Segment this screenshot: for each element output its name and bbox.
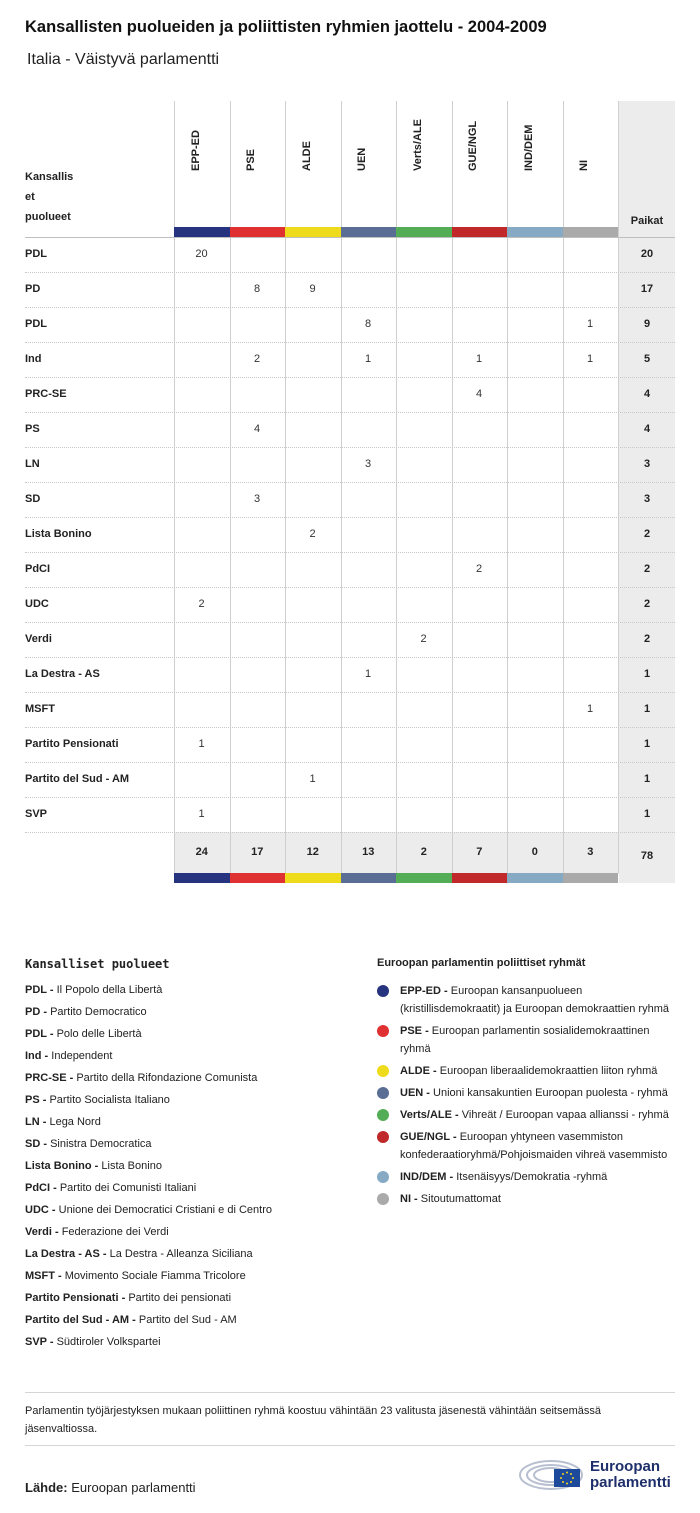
group-abbreviation: ALDE - xyxy=(400,1065,437,1077)
party-full-name: Lega Nord xyxy=(49,1116,101,1128)
party-row-label: Partito del Sud - AM xyxy=(25,773,130,785)
political-group-legend-item xyxy=(377,1106,677,1124)
party-row-label: SVP xyxy=(25,808,48,820)
row-divider xyxy=(25,412,675,413)
group-full-name: Euroopan liberaalidemokraattien liiton ryhmä xyxy=(439,1065,658,1077)
row-divider xyxy=(25,447,675,448)
party-abbreviation: PRC-SE - xyxy=(25,1072,74,1084)
group-color-swatch xyxy=(341,227,397,237)
party-row-label: Ind xyxy=(25,353,42,365)
party-full-name: Partito dei Comunisti Italiani xyxy=(59,1182,197,1194)
party-row-label: Partito Pensionati xyxy=(25,738,119,750)
party-abbreviation: PDL - xyxy=(25,984,54,996)
group-color-swatch xyxy=(396,227,452,237)
group-header-label: PSE xyxy=(245,148,257,171)
national-party-legend-item xyxy=(25,1136,365,1158)
national-party-legend-item xyxy=(25,1048,365,1070)
group-full-name: Sitoutumattomat xyxy=(420,1193,501,1205)
group-header xyxy=(230,101,285,227)
row-divider xyxy=(25,342,675,343)
seat-count-cell: 1 xyxy=(586,703,594,715)
seat-count-cell: 2 xyxy=(309,528,316,540)
seat-distribution-table xyxy=(25,101,675,883)
row-total-cell: 2 xyxy=(643,563,651,575)
party-full-name: Polo delle Libertà xyxy=(56,1028,142,1040)
party-full-name: Federazione dei Verdi xyxy=(61,1226,169,1238)
party-abbreviation: LN - xyxy=(25,1116,47,1128)
group-color-swatch xyxy=(341,873,397,883)
group-header xyxy=(563,101,618,227)
political-groups-legend xyxy=(377,982,677,1212)
seat-count-cell: 1 xyxy=(586,318,594,330)
group-total-cell: 24 xyxy=(195,846,208,858)
page-title: Kansallisten puolueiden ja poliittisten ryhmien jaottelu - 2004-2009 xyxy=(25,18,547,36)
divider xyxy=(25,1445,675,1446)
row-divider xyxy=(25,587,675,588)
group-color-dot xyxy=(377,1109,389,1121)
row-total-cell: 1 xyxy=(643,668,651,680)
national-party-legend-item xyxy=(25,1114,365,1136)
group-color-swatch xyxy=(396,873,452,883)
row-divider xyxy=(25,657,675,658)
row-divider xyxy=(25,482,675,483)
parliament-hemicycle-icon xyxy=(518,1453,584,1493)
group-color-swatch xyxy=(507,873,563,883)
group-header-label: Verts/ALE xyxy=(411,119,424,171)
seat-count-cell: 4 xyxy=(253,423,261,435)
national-party-legend-item xyxy=(25,982,365,1004)
party-full-name: Il Popolo della Libertà xyxy=(56,984,163,996)
national-party-legend-item xyxy=(25,1092,365,1114)
group-color-swatch xyxy=(563,873,619,883)
seat-count-cell: 3 xyxy=(253,493,261,505)
group-color-swatch xyxy=(452,873,508,883)
national-parties-legend-heading: Kansalliset puolueet xyxy=(25,957,170,971)
national-party-legend-item xyxy=(25,1026,365,1048)
party-abbreviation: PDL - xyxy=(25,1028,54,1040)
group-header xyxy=(174,101,229,227)
seat-count-cell: 4 xyxy=(475,388,483,400)
group-full-name: Euroopan parlamentin sosialidemokraattinen ryhmä xyxy=(400,1025,650,1055)
national-party-legend-item xyxy=(25,1070,365,1092)
group-header xyxy=(507,101,562,227)
row-total-cell: 9 xyxy=(643,318,651,330)
group-color-swatch xyxy=(507,227,563,237)
row-total-cell: 17 xyxy=(640,283,654,295)
group-color-dot xyxy=(377,1065,389,1077)
divider xyxy=(25,1392,675,1393)
group-color-dot xyxy=(377,985,389,997)
seat-count-cell: 1 xyxy=(475,353,483,365)
party-row-label: PD xyxy=(25,283,41,295)
group-abbreviation: UEN - xyxy=(400,1087,430,1099)
european-parliament-logo xyxy=(518,1453,678,1495)
seat-count-cell: 20 xyxy=(195,248,208,260)
party-row-label: PdCI xyxy=(25,563,51,575)
party-abbreviation: Partito del Sud - AM - xyxy=(25,1314,136,1326)
party-full-name: Partito Democratico xyxy=(50,1006,147,1018)
footnote: Parlamentin työjärjestyksen mukaan poliittinen ryhmä koostuu vähintään 23 valitusta jäsenestä vähintään seitsemässä jäsenvaltiossa. xyxy=(25,1405,601,1435)
party-row-label: PS xyxy=(25,423,40,435)
party-abbreviation: MSFT - xyxy=(25,1270,62,1282)
paikat-header: Paikat xyxy=(630,215,664,227)
row-total-cell: 1 xyxy=(643,738,651,750)
row-divider xyxy=(25,377,675,378)
row-total-cell: 3 xyxy=(643,493,651,505)
grand-total-cell: 78 xyxy=(640,850,654,862)
party-abbreviation: PS - xyxy=(25,1094,47,1106)
party-abbreviation: PD - xyxy=(25,1006,47,1018)
party-abbreviation: La Destra - AS - xyxy=(25,1248,107,1260)
row-divider xyxy=(25,692,675,693)
group-total-cell: 3 xyxy=(587,846,594,858)
group-header xyxy=(285,101,340,227)
group-abbreviation: Verts/ALE - xyxy=(400,1109,459,1121)
source-value: Euroopan parlamentti xyxy=(71,1480,196,1495)
group-color-swatch xyxy=(230,873,286,883)
group-total-cell: 0 xyxy=(531,846,538,858)
row-total-cell: 2 xyxy=(643,528,651,540)
political-group-legend-item xyxy=(377,982,677,1018)
national-party-legend-item xyxy=(25,1202,365,1224)
party-abbreviation: UDC - xyxy=(25,1204,56,1216)
seat-count-cell: 1 xyxy=(364,668,372,680)
row-total-cell: 4 xyxy=(643,388,651,400)
seat-count-cell: 2 xyxy=(420,633,427,645)
party-abbreviation: Ind - xyxy=(25,1050,49,1062)
row-divider xyxy=(25,762,675,763)
group-total-cell: 17 xyxy=(251,846,264,858)
party-abbreviation: SD - xyxy=(25,1138,47,1150)
party-row-label: UDC xyxy=(25,598,49,610)
row-total-cell: 3 xyxy=(643,458,651,470)
seat-count-cell: 1 xyxy=(364,353,372,365)
group-header-label: UEN xyxy=(356,147,368,171)
national-party-legend-item xyxy=(25,1290,365,1312)
party-abbreviation: SVP - xyxy=(25,1336,54,1348)
group-header xyxy=(341,101,396,227)
group-color-dot xyxy=(377,1171,389,1183)
row-total-cell: 2 xyxy=(643,633,651,645)
group-color-dot xyxy=(377,1131,389,1143)
group-abbreviation: GUE/NGL - xyxy=(400,1131,457,1143)
group-color-swatch xyxy=(285,227,341,237)
seat-count-cell: 8 xyxy=(253,283,261,295)
row-divider xyxy=(25,797,675,798)
party-abbreviation: Verdi - xyxy=(25,1226,59,1238)
row-total-cell: 1 xyxy=(643,703,651,715)
party-full-name: La Destra - Alleanza Siciliana xyxy=(109,1248,253,1260)
row-divider xyxy=(25,552,675,553)
seat-count-cell: 9 xyxy=(309,283,316,295)
group-abbreviation: NI - xyxy=(400,1193,418,1205)
party-full-name: Lista Bonino xyxy=(101,1160,162,1172)
party-row-label: Lista Bonino xyxy=(25,528,92,540)
group-color-swatch xyxy=(174,227,230,237)
group-abbreviation: IND/DEM - xyxy=(400,1171,454,1183)
seat-count-cell: 1 xyxy=(309,773,316,785)
political-group-legend-item xyxy=(377,1062,677,1080)
group-abbreviation: PSE - xyxy=(400,1025,429,1037)
corner-label-line: Kansallis xyxy=(25,171,74,183)
seat-count-cell: 3 xyxy=(364,458,372,470)
row-divider xyxy=(25,307,675,308)
party-row-label: MSFT xyxy=(25,703,55,715)
group-header-label: NI xyxy=(578,160,590,171)
party-full-name: Südtiroler Volkspartei xyxy=(56,1336,161,1348)
row-divider xyxy=(25,272,675,273)
seat-count-cell: 2 xyxy=(253,353,261,365)
row-total-cell: 5 xyxy=(643,353,651,365)
party-abbreviation: Partito Pensionati - xyxy=(25,1292,126,1304)
party-full-name: Movimento Sociale Fiamma Tricolore xyxy=(64,1270,246,1282)
political-groups-legend-heading: Euroopan parlamentin poliittiset ryhmät xyxy=(377,957,586,969)
party-row-label: PDL xyxy=(25,248,47,260)
party-full-name: Unione dei Democratici Cristiani e di Centro xyxy=(58,1204,272,1216)
group-total-cell: 13 xyxy=(362,846,375,858)
group-color-dot xyxy=(377,1025,389,1037)
row-divider xyxy=(25,832,675,833)
row-total-cell: 1 xyxy=(643,808,651,820)
logo-text-line: parlamentti xyxy=(590,1474,671,1491)
seat-count-cell: 2 xyxy=(198,598,205,610)
group-full-name: Vihreät / Euroopan vapaa allianssi - ryhmä xyxy=(461,1109,669,1121)
group-header xyxy=(452,101,507,227)
national-party-legend-item xyxy=(25,1004,365,1026)
party-full-name: Partito dei pensionati xyxy=(128,1292,232,1304)
group-header xyxy=(396,101,451,227)
party-row-label: La Destra - AS xyxy=(25,668,100,680)
seat-count-cell: 8 xyxy=(364,318,372,330)
group-color-dot xyxy=(377,1087,389,1099)
party-full-name: Partito Socialista Italiano xyxy=(49,1094,170,1106)
political-group-legend-item xyxy=(377,1128,677,1164)
group-color-swatch xyxy=(230,227,286,237)
seat-count-cell: 1 xyxy=(198,738,205,750)
party-row-label: LN xyxy=(25,458,40,470)
corner-label-line: puolueet xyxy=(25,211,71,223)
group-total-cell: 2 xyxy=(420,846,427,858)
group-color-swatch xyxy=(563,227,619,237)
group-color-dot xyxy=(377,1193,389,1205)
seat-count-cell: 1 xyxy=(586,353,594,365)
political-group-legend-item xyxy=(377,1190,677,1208)
party-row-label: SD xyxy=(25,493,41,505)
party-abbreviation: Lista Bonino - xyxy=(25,1160,99,1172)
group-color-swatch xyxy=(174,873,230,883)
row-divider xyxy=(25,517,675,518)
political-group-legend-item xyxy=(377,1022,677,1058)
party-abbreviation: PdCI - xyxy=(25,1182,57,1194)
logo-text xyxy=(590,1459,671,1491)
political-group-legend-item xyxy=(377,1168,677,1186)
row-total-cell: 1 xyxy=(643,773,651,785)
national-party-legend-item xyxy=(25,1158,365,1180)
party-row-label: PRC-SE xyxy=(25,388,67,400)
column-divider xyxy=(618,101,619,873)
row-total-cell: 2 xyxy=(643,598,651,610)
party-row-label: Verdi xyxy=(25,633,52,645)
national-party-legend-item xyxy=(25,1268,365,1290)
group-full-name: Itsenäisyys/Demokratia -ryhmä xyxy=(456,1171,608,1183)
row-divider xyxy=(25,622,675,623)
corner-label-line: et xyxy=(25,191,35,203)
seat-count-cell: 1 xyxy=(198,808,205,820)
national-party-legend-item xyxy=(25,1246,365,1268)
group-header-label: IND/DEM xyxy=(522,124,535,171)
seat-count-cell: 2 xyxy=(475,563,483,575)
logo-text-line: Euroopan xyxy=(590,1458,660,1475)
source-label: Lähde: xyxy=(25,1480,68,1495)
source-line xyxy=(25,1480,196,1495)
national-party-legend-item xyxy=(25,1334,365,1356)
group-header-label: GUE/NGL xyxy=(467,120,479,171)
row-total-cell: 20 xyxy=(640,248,654,260)
header-divider xyxy=(25,237,675,238)
group-abbreviation: EPP-ED - xyxy=(400,985,448,997)
group-header-label: EPP-ED xyxy=(189,130,202,171)
party-full-name: Partito della Rifondazione Comunista xyxy=(76,1072,258,1084)
party-full-name: Sinistra Democratica xyxy=(50,1138,152,1150)
group-color-swatch xyxy=(285,873,341,883)
group-full-name: Euroopan kansanpuolueen (kristillisdemokraatit) ja Euroopan demokraattien ryhmä xyxy=(400,985,669,1015)
national-party-legend-item xyxy=(25,1180,365,1202)
row-total-cell: 4 xyxy=(643,423,651,435)
national-party-legend-item xyxy=(25,1312,365,1334)
group-full-name: Euroopan yhtyneen vasemmiston konfederaatioryhmä/Pohjoismaiden vihreä vasemmisto xyxy=(400,1131,668,1161)
national-party-legend-item xyxy=(25,1224,365,1246)
party-full-name: Independent xyxy=(51,1050,113,1062)
political-group-legend-item xyxy=(377,1084,677,1102)
row-divider xyxy=(25,727,675,728)
group-full-name: Unioni kansakuntien Euroopan puolesta - ryhmä xyxy=(433,1087,668,1099)
group-header-label: ALDE xyxy=(300,141,313,171)
party-row-label: PDL xyxy=(25,318,47,330)
group-total-cell: 7 xyxy=(476,846,483,858)
page-subtitle: Italia - Väistyvä parlamentti xyxy=(27,51,220,68)
party-full-name: Partito del Sud - AM xyxy=(138,1314,237,1326)
group-color-swatch xyxy=(452,227,508,237)
corner-label xyxy=(25,167,85,227)
national-parties-legend xyxy=(25,982,365,1356)
group-total-cell: 12 xyxy=(306,846,319,858)
